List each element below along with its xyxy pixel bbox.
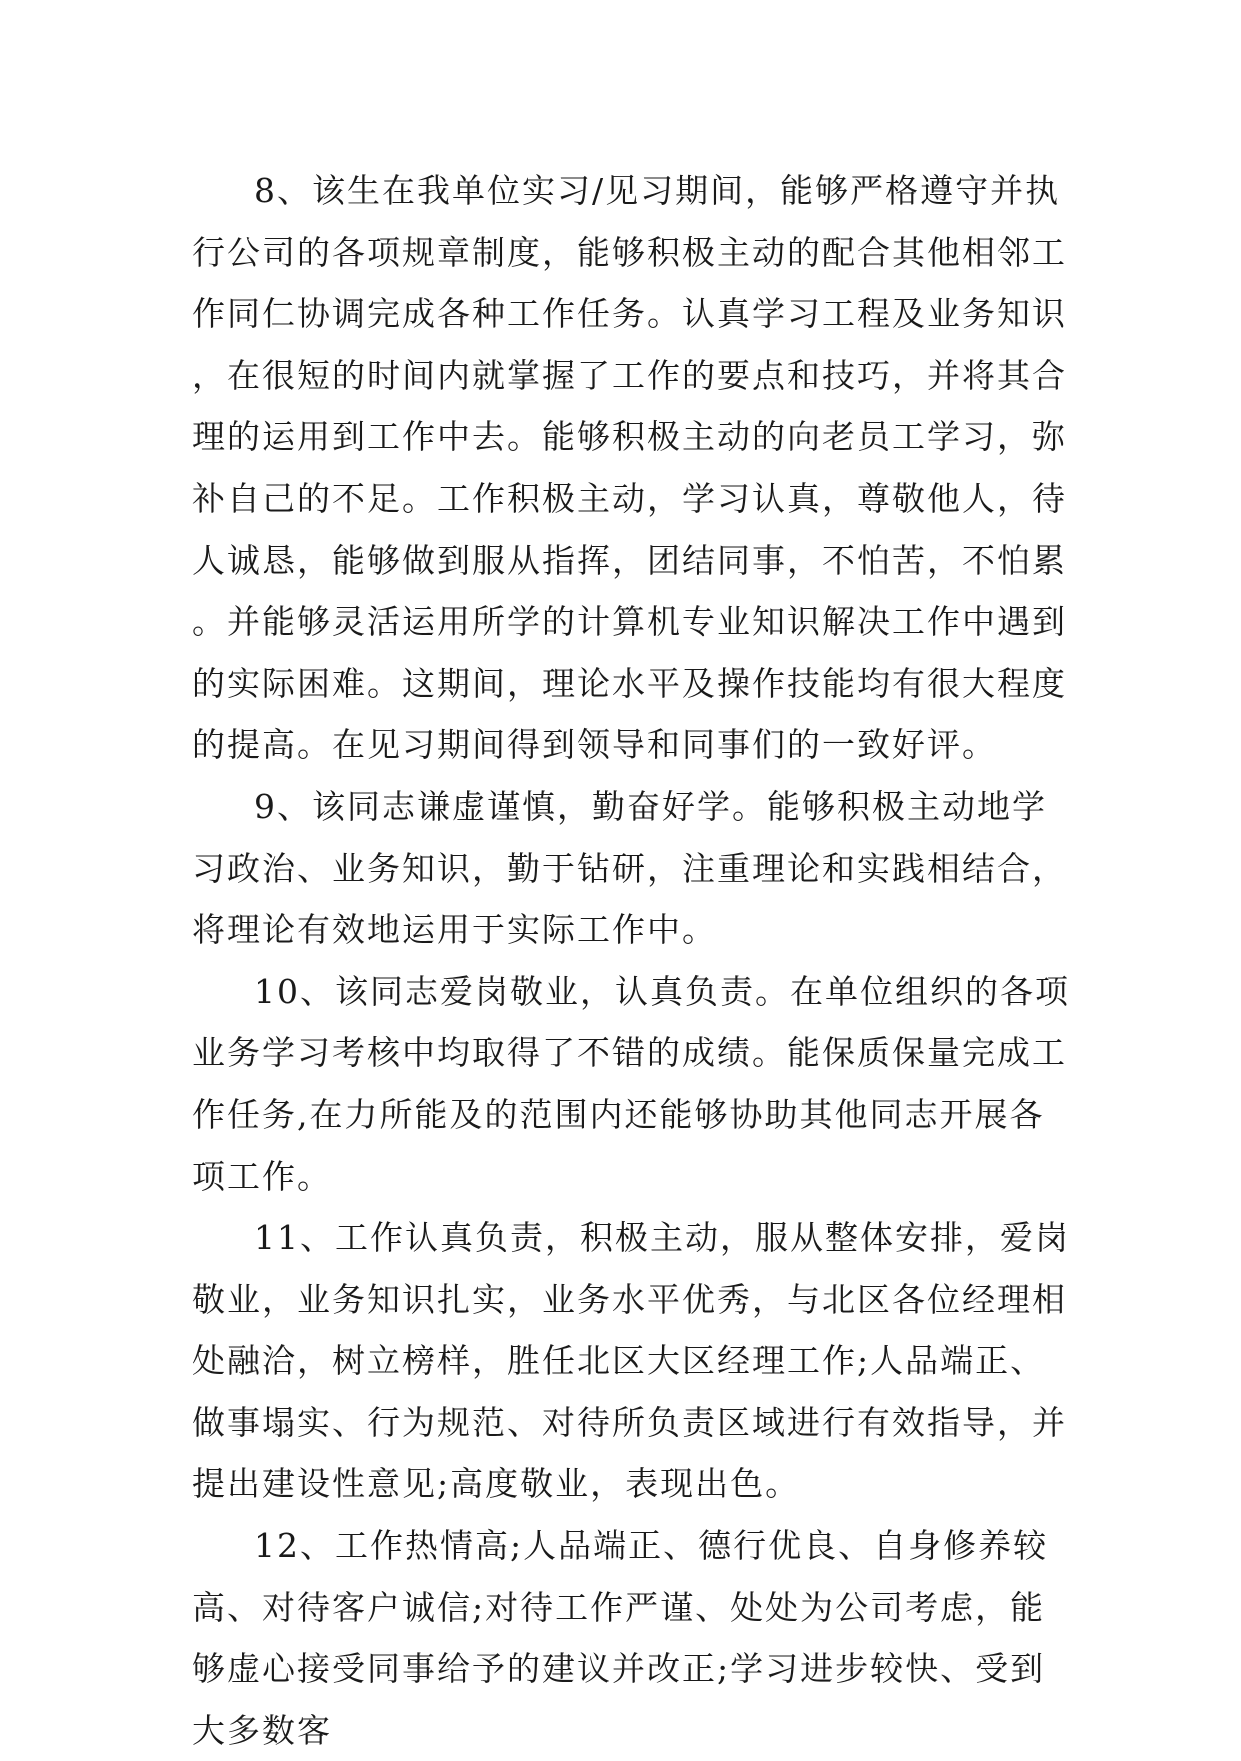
paragraph-12: 12、工作热情高;人品端正、德行优良、自身修养较高、对待客户诚信;对待工作严谨、处处为公司考虑，能够虚心接受同事给予的建议并改正;学习进步较快、受到大多数客 <box>192 1526 1049 1750</box>
paragraph-8: 8、该生在我单位实习/见习期间，能够严格遵守并执行公司的各项规章制度，能够积极主动的配合其他相邻工作同仁协调完成各种工作任务。认真学习工程及业务知识，在很短的时间内就掌握了工作的要点和技巧，并将其合理的运用到工作中去。能够积极主动的向老员工学习，弥补自己的不足。工作积极主动，学习认真，尊敬他人，待人诚恳，能够做到服从指挥，团结同事，不怕苦，不怕累。并能够灵活运用所学的计算机专业知识解决工作中遇到的实际困难。这期间，理论水平及操作技能均有很大程度的提高。在见习期间得到领导和同事们的一致好评。 <box>192 171 1067 765</box>
paragraph-10: 10、该同志爱岗敬业，认真负责。在单位组织的各项业务学习考核中均取得了不错的成绩。能保质保量完成工作任务,在力所能及的范围内还能够协助其他同志开展各项工作。 <box>192 971 1070 1196</box>
document-body <box>192 160 1072 1761</box>
paragraph-11: 11、工作认真负责，积极主动，服从整体安排，爱岗敬业，业务知识扎实，业务水平优秀，与北区各位经理相处融洽，树立榜样，胜任北区大区经理工作;人品端正、做事塌实、行为规范、对待所负责区域进行有效指导，并提出建设性意见;高度敬业，表现出色。 <box>192 1218 1070 1504</box>
paragraph-9: 9、该同志谦虚谨慎，勤奋好学。能够积极主动地学习政治、业务知识，勤于钻研，注重理论和实践相结合，将理论有效地运用于实际工作中。 <box>192 786 1067 950</box>
